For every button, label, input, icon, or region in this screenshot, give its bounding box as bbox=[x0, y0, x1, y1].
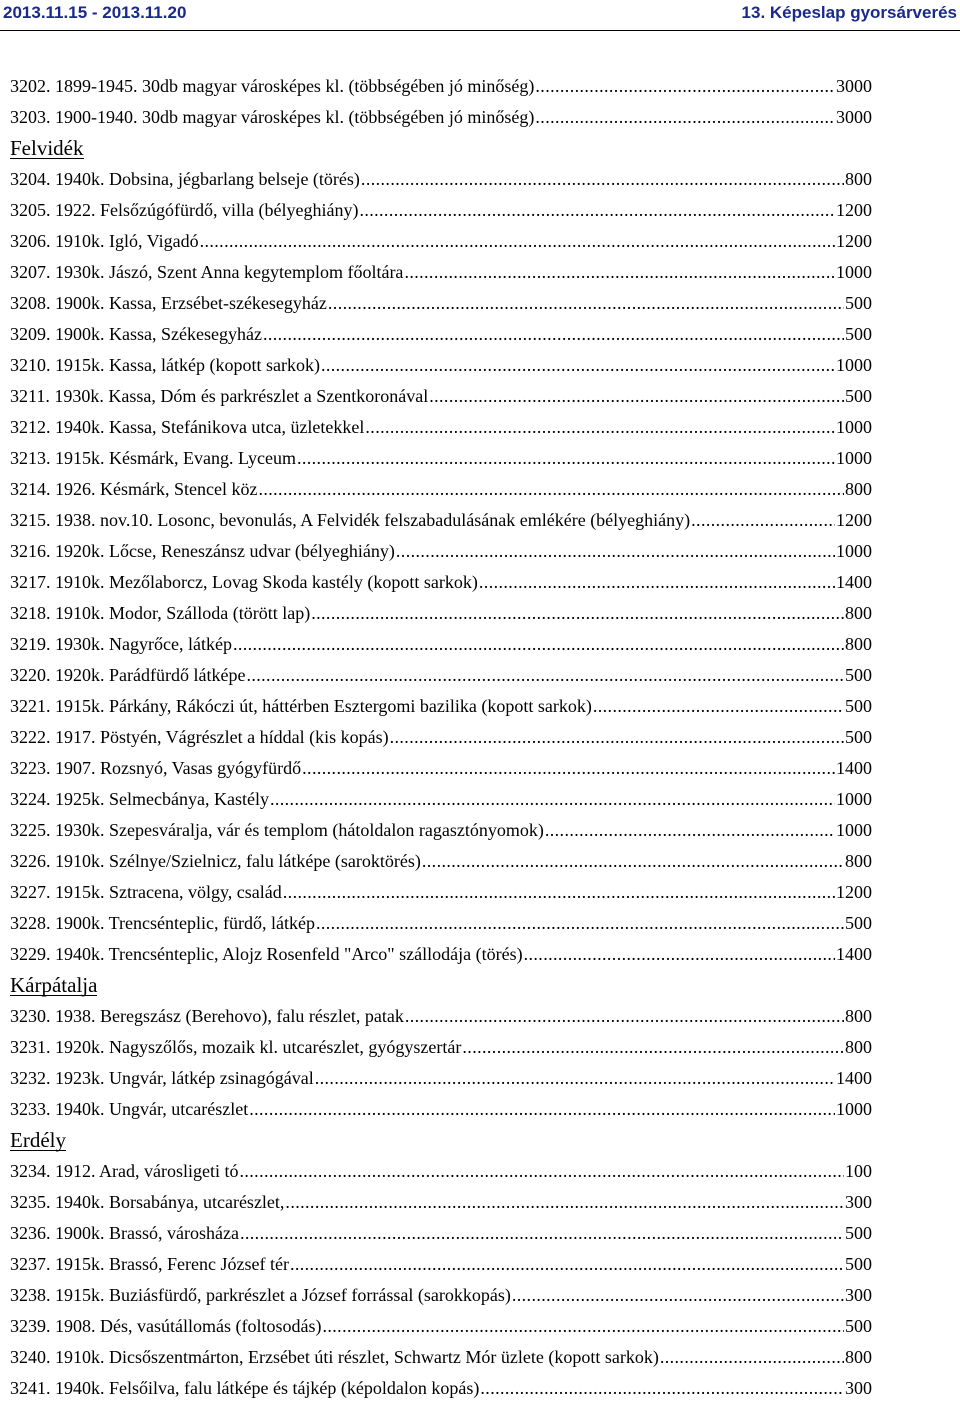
dot-leader bbox=[691, 505, 835, 536]
lot-description: 3202. 1899-1945. 30db magyar városképes kl. (többségében jó minőség) bbox=[10, 76, 535, 96]
lot-description: 3208. 1900k. Kassa, Erzsébet-székesegyház bbox=[10, 293, 327, 313]
dot-leader bbox=[462, 1032, 844, 1063]
lot-row bbox=[10, 567, 872, 598]
dot-leader bbox=[315, 1063, 835, 1094]
lot-row bbox=[10, 722, 872, 753]
lot-price: 800 bbox=[845, 479, 872, 499]
lot-row bbox=[10, 691, 872, 722]
dot-leader bbox=[240, 1218, 844, 1249]
dot-leader bbox=[593, 691, 844, 722]
auction-title: 13. Képeslap gyorsárverés bbox=[741, 3, 957, 22]
lot-price: 800 bbox=[845, 169, 872, 189]
lot-description: 3226. 1910k. Szélnye/Szielnicz, falu látképe (saroktörés) bbox=[10, 851, 421, 871]
lot-row bbox=[10, 1156, 872, 1187]
lot-price: 100 bbox=[845, 1161, 872, 1181]
lot-price: 500 bbox=[845, 696, 872, 716]
lot-price: 1400 bbox=[836, 758, 872, 778]
lot-description: 3218. 1910k. Modor, Szálloda (törött lap) bbox=[10, 603, 311, 623]
dot-leader bbox=[405, 1001, 844, 1032]
lot-description: 3204. 1940k. Dobsina, jégbarlang belseje (törés) bbox=[10, 169, 360, 189]
lot-row bbox=[10, 164, 872, 195]
page-header bbox=[0, 0, 960, 31]
lot-price: 800 bbox=[845, 603, 872, 623]
lot-price: 500 bbox=[845, 386, 872, 406]
auction-dates: 2013.11.15 - 2013.11.20 bbox=[3, 3, 187, 22]
lot-description: 3220. 1920k. Parádfürdő látképe bbox=[10, 665, 246, 685]
lot-price: 1400 bbox=[836, 572, 872, 592]
lot-row bbox=[10, 1280, 872, 1311]
lot-row bbox=[10, 257, 872, 288]
lot-row bbox=[10, 753, 872, 784]
lot-row bbox=[10, 1001, 872, 1032]
lot-price: 800 bbox=[845, 1347, 872, 1367]
lot-row bbox=[10, 1342, 872, 1373]
lot-row bbox=[10, 288, 872, 319]
lot-row bbox=[10, 939, 872, 970]
lot-description: 3206. 1910k. Igló, Vigadó bbox=[10, 231, 199, 251]
section-heading bbox=[10, 1125, 872, 1156]
dot-leader bbox=[480, 1373, 844, 1404]
dot-leader bbox=[316, 908, 844, 939]
lot-description: 3233. 1940k. Ungvár, utcarészlet bbox=[10, 1099, 249, 1119]
section-heading-text: Kárpátalja bbox=[10, 973, 98, 997]
lot-row bbox=[10, 815, 872, 846]
dot-leader bbox=[545, 815, 835, 846]
lot-price: 800 bbox=[845, 1037, 872, 1057]
lot-description: 3241. 1940k. Felsőilva, falu látképe és tájkép (képoldalon kopás) bbox=[10, 1378, 480, 1398]
section-heading-text: Erdély bbox=[10, 1128, 66, 1152]
lot-description: 3214. 1926. Késmárk, Stencel köz bbox=[10, 479, 258, 499]
lot-description: 3224. 1925k. Selmecbánya, Kastély bbox=[10, 789, 269, 809]
lot-row bbox=[10, 784, 872, 815]
lot-price: 1000 bbox=[836, 355, 872, 375]
dot-leader bbox=[535, 71, 835, 102]
lot-price: 1200 bbox=[836, 882, 872, 902]
lot-row bbox=[10, 350, 872, 381]
lot-price: 500 bbox=[845, 1223, 872, 1243]
lot-row bbox=[10, 1063, 872, 1094]
lot-description: 3205. 1922. Felsőzúgófürdő, villa (bélyeghiány) bbox=[10, 200, 359, 220]
lot-row bbox=[10, 908, 872, 939]
dot-leader bbox=[328, 288, 844, 319]
lot-price: 800 bbox=[845, 851, 872, 871]
lot-description: 3237. 1915k. Brassó, Ferenc József tér bbox=[10, 1254, 289, 1274]
dot-leader bbox=[200, 226, 835, 257]
dot-leader bbox=[396, 536, 835, 567]
dot-leader bbox=[361, 164, 844, 195]
lot-description: 3219. 1930k. Nagyrőce, látkép bbox=[10, 634, 232, 654]
lot-description: 3228. 1900k. Trencsénteplic, fürdő, látkép bbox=[10, 913, 315, 933]
lot-price: 1200 bbox=[836, 200, 872, 220]
section-heading bbox=[10, 970, 872, 1001]
lot-row bbox=[10, 226, 872, 257]
dot-leader bbox=[422, 846, 844, 877]
lot-description: 3229. 1940k. Trencsénteplic, Alojz Rosenfeld "Arco" szállodája (törés) bbox=[10, 944, 523, 964]
lot-price: 3000 bbox=[836, 107, 872, 127]
dot-leader bbox=[285, 1187, 844, 1218]
lot-price: 1000 bbox=[836, 1099, 872, 1119]
lot-price: 500 bbox=[845, 1316, 872, 1336]
lot-description: 3222. 1917. Pöstyén, Vágrészlet a híddal (kis kopás) bbox=[10, 727, 389, 747]
lot-row bbox=[10, 102, 872, 133]
dot-leader bbox=[322, 1311, 844, 1342]
lot-price: 1000 bbox=[836, 820, 872, 840]
dot-leader bbox=[233, 629, 844, 660]
lot-price: 300 bbox=[845, 1285, 872, 1305]
lot-price: 500 bbox=[845, 293, 872, 313]
dot-leader bbox=[283, 877, 835, 908]
lot-description: 3203. 1900-1940. 30db magyar városképes kl. (többségében jó minőség) bbox=[10, 107, 535, 127]
lot-row bbox=[10, 877, 872, 908]
dot-leader bbox=[249, 1094, 835, 1125]
section-heading bbox=[10, 133, 872, 164]
lot-row bbox=[10, 319, 872, 350]
dot-leader bbox=[246, 660, 844, 691]
lot-price: 500 bbox=[845, 665, 872, 685]
lot-row bbox=[10, 505, 872, 536]
dot-leader bbox=[660, 1342, 844, 1373]
dot-leader bbox=[429, 381, 844, 412]
lot-price: 1200 bbox=[836, 231, 872, 251]
lot-row bbox=[10, 1218, 872, 1249]
lot-price: 800 bbox=[845, 634, 872, 654]
lot-row bbox=[10, 1373, 872, 1404]
lot-row bbox=[10, 536, 872, 567]
lot-row bbox=[10, 598, 872, 629]
lot-row bbox=[10, 1249, 872, 1280]
lot-price: 1200 bbox=[836, 510, 872, 530]
lot-description: 3231. 1920k. Nagyszőlős, mozaik kl. utcarészlet, gyógyszertár bbox=[10, 1037, 462, 1057]
lot-price: 1000 bbox=[836, 541, 872, 561]
lot-description: 3240. 1910k. Dicsőszentmárton, Erzsébet úti részlet, Schwartz Mór üzlete (kopott sarkok) bbox=[10, 1347, 659, 1367]
lot-description: 3223. 1907. Rozsnyó, Vasas gyógyfürdő bbox=[10, 758, 302, 778]
lot-price: 300 bbox=[845, 1378, 872, 1398]
lot-price: 1000 bbox=[836, 262, 872, 282]
lot-row bbox=[10, 412, 872, 443]
lot-description: 3235. 1940k. Borsabánya, utcarészlet, bbox=[10, 1192, 285, 1212]
dot-leader bbox=[359, 195, 835, 226]
lot-row bbox=[10, 381, 872, 412]
dot-leader bbox=[263, 319, 844, 350]
lot-price: 1000 bbox=[836, 448, 872, 468]
dot-leader bbox=[297, 443, 835, 474]
lot-price: 500 bbox=[845, 1254, 872, 1274]
lot-description: 3225. 1930k. Szepesváralja, vár és templom (hátoldalon ragasztónyomok) bbox=[10, 820, 544, 840]
lot-price: 1400 bbox=[836, 1068, 872, 1088]
lot-row bbox=[10, 1311, 872, 1342]
lot-price: 1400 bbox=[836, 944, 872, 964]
dot-leader bbox=[321, 350, 835, 381]
lot-description: 3232. 1923k. Ungvár, látkép zsinagógával bbox=[10, 1068, 314, 1088]
dot-leader bbox=[512, 1280, 844, 1311]
lot-price: 800 bbox=[845, 1006, 872, 1026]
lot-price: 500 bbox=[845, 324, 872, 344]
lot-description: 3207. 1930k. Jászó, Szent Anna kegytemplom főoltára bbox=[10, 262, 404, 282]
lot-description: 3230. 1938. Beregszász (Berehovo), falu részlet, patak bbox=[10, 1006, 404, 1026]
dot-leader bbox=[290, 1249, 844, 1280]
lot-list bbox=[10, 71, 872, 1404]
dot-leader bbox=[311, 598, 844, 629]
lot-row bbox=[10, 629, 872, 660]
lot-description: 3217. 1910k. Mezőlaborcz, Lovag Skoda kastély (kopott sarkok) bbox=[10, 572, 478, 592]
lot-price: 500 bbox=[845, 727, 872, 747]
dot-leader bbox=[404, 257, 835, 288]
lot-description: 3221. 1915k. Párkány, Rákóczi út, háttérben Esztergomi bazilika (kopott sarkok) bbox=[10, 696, 592, 716]
lot-row bbox=[10, 1032, 872, 1063]
lot-description: 3236. 1900k. Brassó, városháza bbox=[10, 1223, 239, 1243]
lot-description: 3239. 1908. Dés, vasútállomás (foltosodás) bbox=[10, 1316, 322, 1336]
dot-leader bbox=[270, 784, 835, 815]
lot-row bbox=[10, 474, 872, 505]
dot-leader bbox=[479, 567, 835, 598]
lot-price: 1000 bbox=[836, 789, 872, 809]
lot-row bbox=[10, 846, 872, 877]
lot-row bbox=[10, 195, 872, 226]
lot-description: 3216. 1920k. Lőcse, Reneszánsz udvar (bélyeghiány) bbox=[10, 541, 395, 561]
dot-leader bbox=[390, 722, 844, 753]
dot-leader bbox=[365, 412, 835, 443]
lot-description: 3238. 1915k. Buziásfürdő, parkrészlet a József forrással (sarokkopás) bbox=[10, 1285, 511, 1305]
dot-leader bbox=[258, 474, 844, 505]
lot-row bbox=[10, 1187, 872, 1218]
lot-description: 3210. 1915k. Kassa, látkép (kopott sarkok) bbox=[10, 355, 320, 375]
dot-leader bbox=[535, 102, 835, 133]
lot-row bbox=[10, 660, 872, 691]
lot-price: 3000 bbox=[836, 76, 872, 96]
lot-description: 3211. 1930k. Kassa, Dóm és parkrészlet a Szentkoronával bbox=[10, 386, 429, 406]
lot-description: 3213. 1915k. Késmárk, Evang. Lyceum bbox=[10, 448, 296, 468]
section-heading-text: Felvidék bbox=[10, 136, 84, 160]
lot-price: 500 bbox=[845, 913, 872, 933]
lot-description: 3234. 1912. Arad, városligeti tó bbox=[10, 1161, 239, 1181]
lot-description: 3215. 1938. nov.10. Losonc, bevonulás, A Felvidék felszabadulásának emlékére (bélyeghiány) bbox=[10, 510, 691, 530]
dot-leader bbox=[239, 1156, 844, 1187]
lot-description: 3209. 1900k. Kassa, Székesegyház bbox=[10, 324, 262, 344]
lot-row bbox=[10, 443, 872, 474]
lot-price: 1000 bbox=[836, 417, 872, 437]
dot-leader bbox=[524, 939, 835, 970]
lot-row bbox=[10, 71, 872, 102]
lot-description: 3212. 1940k. Kassa, Stefánikova utca, üzletekkel bbox=[10, 417, 365, 437]
dot-leader bbox=[302, 753, 835, 784]
lot-description: 3227. 1915k. Sztracena, völgy, család bbox=[10, 882, 282, 902]
lot-row bbox=[10, 1094, 872, 1125]
lot-price: 300 bbox=[845, 1192, 872, 1212]
